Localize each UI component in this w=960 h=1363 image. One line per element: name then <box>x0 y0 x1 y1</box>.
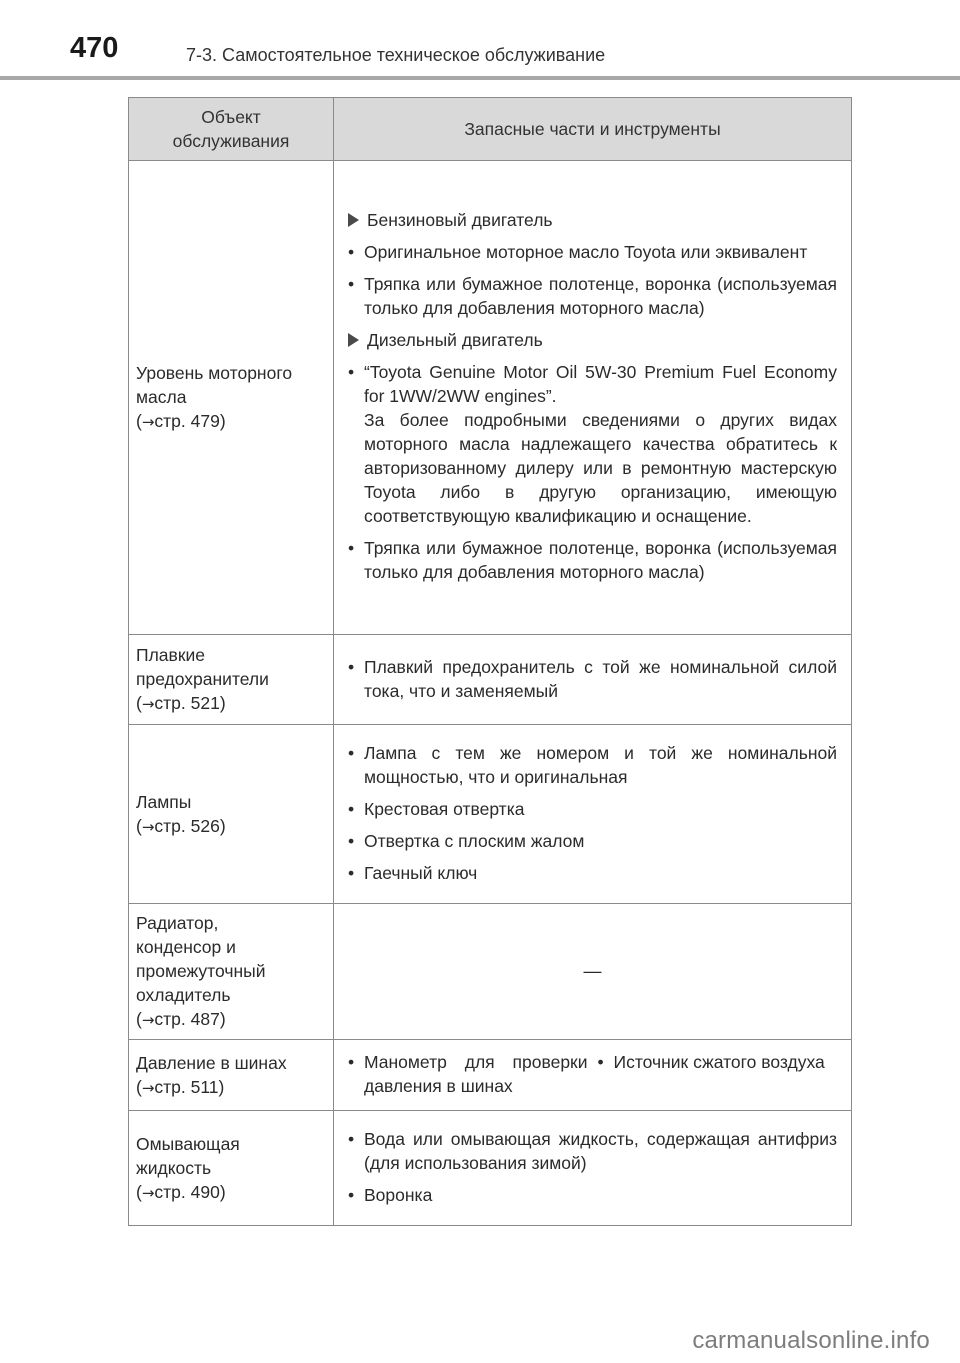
watermark: carmanualsonline.info <box>692 1327 930 1354</box>
page-reference: (→стр. 511) <box>136 1076 225 1097</box>
arrow-right-icon: → <box>141 817 155 836</box>
page-header <box>0 0 960 82</box>
table-row <box>129 1040 852 1111</box>
arrow-right-icon: → <box>141 1011 155 1029</box>
list-item: • Манометр для проверки давления в шинах <box>348 1052 588 1096</box>
object-cell: Плавкие предохранители (→стр. 521) <box>129 635 334 725</box>
list-item: • Крестовая отвертка <box>348 799 525 819</box>
page-number: 470 <box>70 32 119 64</box>
page-reference: (→стр. 521) <box>136 693 226 713</box>
table-row <box>129 725 852 904</box>
object-cell: Уровень моторного масла (→стр. 479) <box>129 161 334 635</box>
list-item: • Воронка <box>348 1185 433 1205</box>
parts-cell <box>334 1040 852 1111</box>
table-row <box>129 161 852 635</box>
parts-cell <box>334 635 852 725</box>
object-cell: Радиатор, конденсор и промежуточный охладитель (→стр. 487) <box>129 904 334 1040</box>
maintenance-parts-table <box>128 97 852 1226</box>
table-row <box>129 635 852 725</box>
list-item: • Отвертка с плоским жалом <box>348 831 585 851</box>
triangle-right-icon <box>348 333 359 347</box>
section-title: 7-3. Самостоятельное техническое обслуживание <box>186 45 606 65</box>
list-item: • Оригинальное моторное масло Toyota или эквивалент <box>348 241 808 262</box>
header-rule <box>0 76 960 80</box>
object-cell: Лампы (→стр. 526) <box>129 725 334 904</box>
list-item: • “Toyota Genuine Motor Oil 5W-30 Premium Fuel Economy for 1WW/2WW engines”. За более подробными сведениями о других видах моторного масла надлежащего качества обратитесь к авторизованному дилеру или в ремонтную мастерскую Toyota либо в другую организацию, имеющую соответствующую квалификацию и оснащение. <box>348 361 837 526</box>
list-item: • Тряпка или бумажное полотенце, воронка (используемая только для добавления моторного масла) <box>348 537 837 582</box>
table-header-row <box>129 98 852 161</box>
page-reference: (→стр. 490) <box>136 1181 226 1202</box>
list-item: • Плавкий предохранитель с той же номинальной силой тока, что и заменяемый <box>348 656 837 701</box>
triangle-right-icon <box>348 213 359 227</box>
subsection-heading: Бензиновый двигатель <box>348 208 837 232</box>
object-cell: Омывающая жидкость (→стр. 490) <box>129 1111 334 1226</box>
parts-cell <box>334 161 852 635</box>
page-reference: (→стр. 526) <box>136 815 226 836</box>
arrow-right-icon: → <box>141 1183 155 1202</box>
arrow-right-icon: → <box>141 695 155 713</box>
parts-cell <box>334 725 852 904</box>
subsection-heading: Дизельный двигатель <box>348 328 837 352</box>
parts-cell <box>334 1111 852 1226</box>
col-header-object: Объект обслуживания <box>129 98 334 161</box>
object-cell: Давление в шинах (→стр. 511) <box>129 1040 334 1111</box>
list-item: • Тряпка или бумажное полотенце, воронка (используемая только для добавления моторного масла) <box>348 273 837 318</box>
page-reference: (→стр. 479) <box>136 411 226 431</box>
parts-cell-empty: — <box>334 904 852 1040</box>
table-row <box>129 1111 852 1226</box>
list-item: • Вода или омывающая жидкость, содержащая антифриз (для использования зимой) <box>348 1129 837 1173</box>
list-item: • Гаечный ключ <box>348 863 478 883</box>
arrow-right-icon: → <box>141 1078 155 1097</box>
list-item: • Источник сжатого воздуха <box>597 1052 825 1072</box>
arrow-right-icon: → <box>141 413 155 431</box>
col-header-parts: Запасные части и инструменты <box>334 98 852 161</box>
list-item: • Лампа с тем же номером и той же номинальной мощностью, что и оригинальная <box>348 743 837 787</box>
table-row <box>129 904 852 1040</box>
page-reference: (→стр. 487) <box>136 1009 226 1029</box>
